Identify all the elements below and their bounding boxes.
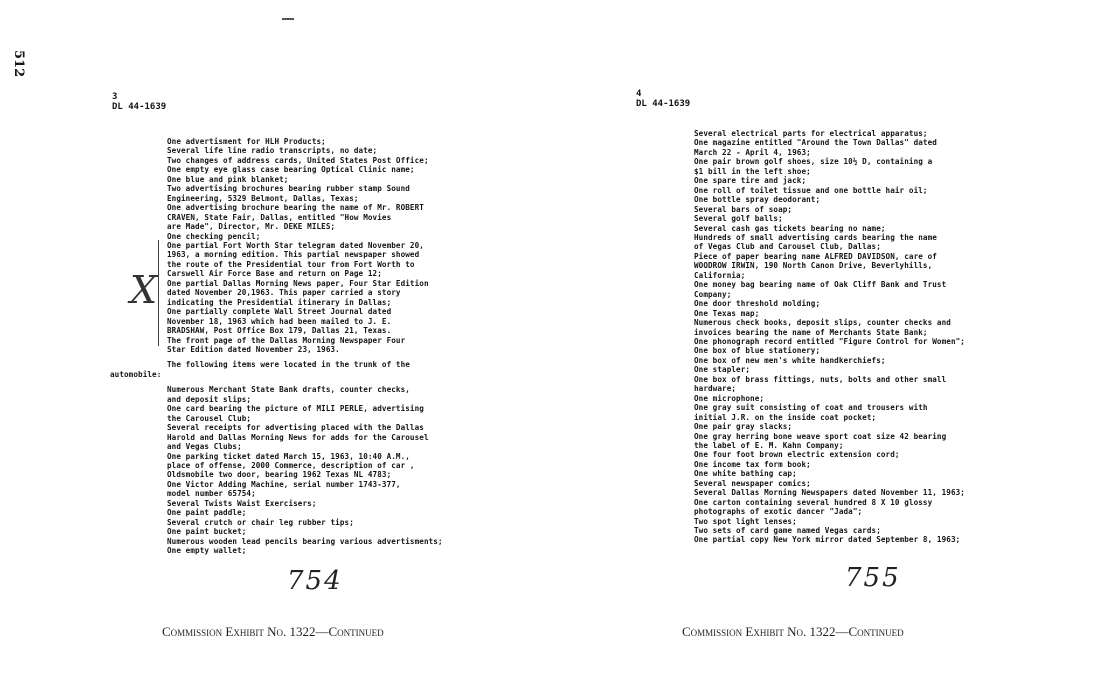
document-line: of Vegas Club and Carousel Club, Dallas; (694, 242, 881, 252)
document-line: One partially complete Wall Street Journal dated (167, 307, 392, 317)
handwritten-page-number-right: 755 (845, 563, 901, 593)
document-line: One roll of toilet tissue and one bottle hair oil; (694, 185, 928, 195)
document-line: One Victor Adding Machine, serial number 1743-377, (167, 479, 401, 489)
document-line: One phonograph record entitled "Figure Control for Women"; (694, 336, 965, 346)
trunk-intro-line: The following items were located in the trunk of the (167, 360, 410, 370)
document-line: California; (694, 270, 746, 280)
right-item-list (694, 129, 1054, 545)
document-line: One card bearing the picture of MILI PERLE, advertising (167, 404, 424, 414)
document-line: One checking pencil; (167, 231, 261, 241)
margin-x-mark: X (130, 268, 158, 312)
left-item-list-b (167, 385, 537, 555)
document-line: One gray herring bone weave sport coat size 42 bearing (694, 431, 947, 441)
document-line: model number 65754; (167, 489, 256, 499)
document-line: One microphone; (694, 393, 765, 403)
margin-bracket-mark (158, 240, 167, 346)
document-line: Several crutch or chair leg rubber tips; (167, 517, 354, 527)
document-line: Two changes of address cards, United States Post Office; (167, 155, 429, 165)
document-line: Oldsmobile two door, bearing 1962 Texas NL 4783; (167, 470, 392, 480)
document-line: One parking ticket dated March 15, 1963, 10:40 A.M., (167, 451, 410, 461)
document-line: the route of the Presidential tour from Fort Worth to (167, 259, 415, 269)
document-line: 1963, a morning edition. This partial newspaper showed (167, 250, 420, 260)
left-page-body (110, 137, 537, 556)
document-line: Two advertising brochures bearing rubber stamp Sound (167, 184, 410, 194)
document-line: Several newspaper comics; (694, 478, 811, 488)
document-line: Several golf balls; (694, 214, 783, 224)
document-line: One paint bucket; (167, 527, 247, 537)
document-line: dated November 20,1963. This paper carried a story (167, 288, 401, 298)
document-line: One box of blue stationery; (694, 346, 821, 356)
document-line: Piece of paper bearing name ALFRED DAVIDSON, care of (694, 251, 937, 261)
document-line: One advertisment for HLH Products; (167, 137, 326, 146)
document-line: One Texas map; (694, 308, 760, 318)
handwritten-page-number-left: 754 (287, 566, 343, 596)
page-number: 512 (11, 50, 26, 78)
document-line: One money bag bearing name of Oak Cliff Bank and Trust (694, 280, 947, 290)
document-line: WOODROW IRWIN, 190 North Canon Drive, Beverlyhills, (694, 261, 933, 271)
document-line: One partial copy New York mirror dated September 8, 1963; (694, 535, 961, 545)
document-line: One box of brass fittings, nuts, bolts and other small (694, 374, 947, 384)
document-line: Numerous Merchant State Bank drafts, counter checks, (167, 385, 410, 395)
right-page-body (694, 129, 1054, 545)
document-line: photographs of exotic dancer "Jada"; (694, 507, 863, 517)
document-line: One advertising brochure bearing the name of Mr. ROBERT (167, 203, 424, 213)
document-line: One spare tire and jack; (694, 176, 807, 186)
document-line: initial J.R. on the inside coat pocket; (694, 412, 877, 422)
document-line: One magazine entitled "Around the Town Dallas" dated (694, 138, 937, 148)
document-line: One blue and pink blanket; (167, 174, 289, 184)
document-line: One empty eye glass case bearing Optical Clinic name; (167, 165, 415, 175)
document-line: One pair gray slacks; (694, 422, 793, 432)
document-line: Several bars of soap; (694, 204, 793, 214)
document-line: indicating the Presidential itinerary in Dallas; (167, 297, 392, 307)
document-line: Two spot light lenses; (694, 516, 797, 526)
document-line: One partial Dallas Morning News paper, Four Star Edition (167, 278, 429, 288)
document-line: Carswell Air Force Base and return on Page 12; (167, 269, 382, 279)
right-footer-caption: Commission Exhibit No. 1322—Continued (682, 624, 904, 639)
document-line: One door threshold molding; (694, 299, 821, 309)
document-line: Star Edition dated November 23, 1963. (167, 344, 340, 354)
document-line: Numerous wooden lead pencils bearing various advertisments; (167, 536, 443, 546)
document-line: Several cash gas tickets bearing no name; (694, 223, 886, 233)
document-line: Several life line radio transcripts, no date; (167, 146, 378, 156)
document-line: One box of new men's white handkerchiefs; (694, 355, 886, 365)
document-line: Harold and Dallas Morning News for adds for the Carousel (167, 432, 429, 442)
left-footer-caption: Commission Exhibit No. 1322—Continued (162, 624, 384, 639)
right-document-page (547, 0, 1094, 691)
document-line: One stapler; (694, 365, 751, 375)
document-line: invoices bearing the name of Merchants State Bank; (694, 327, 928, 337)
document-line: Several Twists Waist Exercisers; (167, 498, 317, 508)
document-line: BRADSHAW, Post Office Box 179, Dallas 21, Texas. (167, 326, 392, 336)
right-file-number: DL 44-1639 (636, 99, 691, 109)
document-line: One white bathing cap; (694, 469, 797, 479)
left-file-number: DL 44-1639 (112, 102, 167, 112)
left-item-list-a (167, 137, 537, 354)
document-line: The front page of the Dallas Morning Newspaper Four (167, 335, 406, 345)
document-line: One partial Fort Worth Star telegram dated November 20, (167, 240, 424, 250)
document-line: CRAVEN, State Fair, Dallas, entitled "How Movies (167, 212, 392, 222)
trunk-intro-continuation: automobile: (110, 369, 162, 379)
document-line: and Vegas Clubs; (167, 442, 242, 452)
document-line: hardware; (694, 384, 737, 394)
document-line: are Made", Director, Mr. DEKE MILES; (167, 222, 336, 232)
left-page-number: 3 (112, 92, 118, 102)
document-line: the Carousel Club; (167, 413, 252, 423)
document-line: Several electrical parts for electrical apparatus; (694, 129, 928, 138)
document-line: One bottle spray deodorant; (694, 195, 821, 205)
document-line: Two sets of card game named Vegas cards; (694, 526, 881, 536)
document-line: Several receipts for advertising placed with the Dallas (167, 423, 424, 433)
document-line: One income tax form book; (694, 459, 811, 469)
document-line: One four foot brown electric extension cord; (694, 450, 900, 460)
document-line: place of offense, 2000 Commerce, description of car , (167, 460, 415, 470)
document-line: and deposit slips; (167, 394, 252, 404)
document-line: $1 bill in the left shoe; (694, 166, 811, 176)
document-line: Several Dallas Morning Newspapers dated November 11, 1963; (694, 488, 965, 498)
document-line: One carton containing several hundred 8 X 10 glossy (694, 497, 933, 507)
document-line: One paint paddle; (167, 508, 247, 518)
document-line: Engineering, 5329 Belmont, Dallas, Texas; (167, 193, 359, 203)
left-page-header (112, 92, 166, 112)
document-line: Company; (694, 289, 732, 299)
document-line: Hundreds of small advertising cards bearing the name (694, 232, 937, 242)
document-line: One empty wallet; (167, 546, 247, 556)
document-line: One gray suit consisting of coat and trousers with (694, 403, 928, 413)
document-line: November 18, 1963 which had been mailed to J. E. (167, 316, 392, 326)
document-line: Numerous check books, deposit slips, counter checks and (694, 318, 951, 328)
right-page-header (636, 89, 690, 109)
document-line: the label of E. M. Kahn Company; (694, 440, 844, 450)
document-line: March 22 - April 4, 1963; (694, 147, 811, 157)
right-page-number: 4 (636, 89, 642, 99)
document-line: One pair brown golf shoes, size 10½ D, containing a (694, 157, 933, 167)
